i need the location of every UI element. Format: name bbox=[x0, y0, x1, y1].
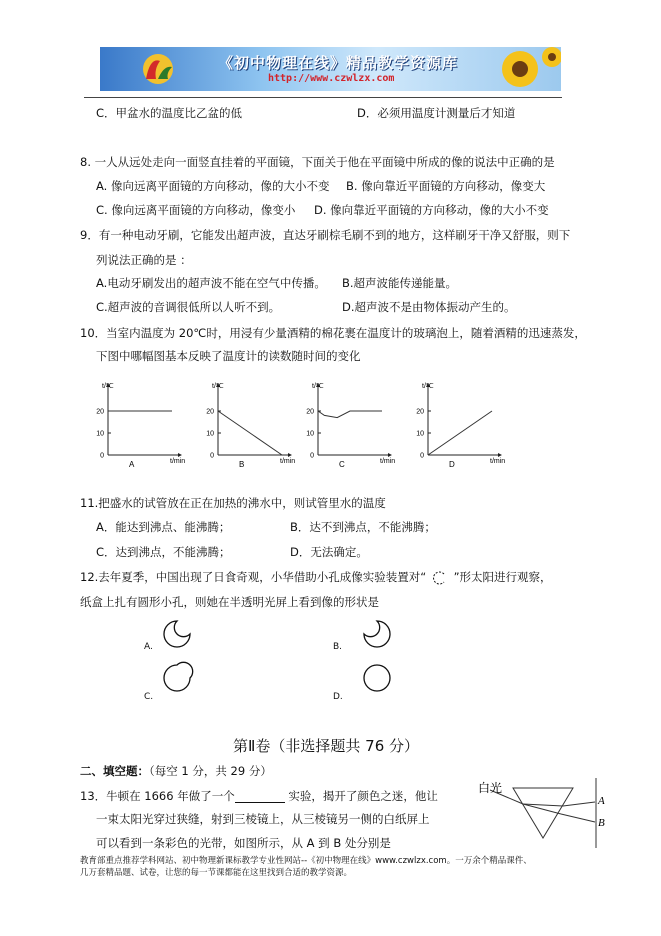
series-line bbox=[218, 411, 282, 455]
q11-option-d: D．无法确定。 bbox=[290, 545, 368, 559]
q12-stem-line1 bbox=[80, 570, 552, 585]
site-logo-icon bbox=[138, 51, 178, 87]
q12-stem-part2: ”形太阳进行观察， bbox=[453, 570, 552, 584]
y-tick-label: 0 bbox=[210, 452, 214, 460]
y-tick-label: 20 bbox=[416, 408, 424, 416]
q12-label-c: C. bbox=[144, 692, 154, 702]
series-line bbox=[428, 411, 492, 455]
q12-label-d: D. bbox=[333, 692, 343, 702]
x-axis-label: t/min bbox=[490, 458, 506, 465]
header-banner bbox=[100, 47, 561, 91]
q12-shape-d bbox=[360, 661, 394, 695]
x-arrow bbox=[288, 453, 292, 457]
q12-shape-b bbox=[360, 617, 394, 651]
x-axis-label: t/min bbox=[280, 458, 296, 465]
prism-figure bbox=[468, 778, 618, 854]
sunflower-icon bbox=[480, 47, 561, 91]
footer-line1: 教育部重点推荐学科网站、初中物理新课标教学专业性网站--《初中物理在线》www.czwlzx.com。一万余个精品课件、 bbox=[80, 856, 532, 866]
chart-c bbox=[302, 377, 402, 469]
q13-line3: 可以看到一条彩色的光带，如图所示，从 A 到 B 处分别是 bbox=[96, 836, 391, 850]
y-tick-label: 10 bbox=[96, 430, 104, 438]
q9-option-c: C.超声波的音调很低所以人听不到。 bbox=[96, 300, 281, 314]
q12-stem-line2: 纸盒上扎有圆形小孔，则她在半透明光屏上看到像的形状是 bbox=[80, 595, 379, 609]
q8-option-b: B. 像向靠近平面镜的方向移动，像变大 bbox=[346, 179, 546, 193]
y-tick-label: 0 bbox=[420, 452, 424, 460]
y-tick-label: 0 bbox=[100, 452, 104, 460]
q8-option-a: A. 像向远离平面镜的方向移动，像的大小不变 bbox=[96, 179, 330, 193]
q13-blank[interactable] bbox=[235, 791, 285, 803]
q12-label-a: A. bbox=[144, 642, 153, 652]
q7-option-c: C．甲盆水的温度比乙盆的低 bbox=[96, 106, 243, 120]
q13-line1-part1: 13．牛顿在 1666 年做了一个 bbox=[80, 789, 235, 803]
q11-option-c: C．达到沸点，不能沸腾； bbox=[96, 545, 231, 559]
chart-title: D bbox=[449, 460, 455, 469]
chart-a bbox=[92, 377, 192, 469]
footer-line2: 几万套精品题、试卷，让您的每一节课都能在这里找到合适的教学资源。 bbox=[80, 868, 353, 878]
x-axis-label: t/min bbox=[170, 458, 186, 465]
x-arrow bbox=[388, 453, 392, 457]
q7-option-d: D．必须用温度计测量后才知道 bbox=[357, 106, 516, 120]
y-tick-label: 10 bbox=[416, 430, 424, 438]
q13-line1 bbox=[80, 789, 438, 803]
footer-note bbox=[80, 855, 620, 879]
chart-title: C bbox=[339, 460, 345, 469]
q12-shape-a bbox=[160, 617, 194, 651]
q11-stem: 11.把盛水的试管放在正在加热的沸水中，则试管里水的温度 bbox=[80, 496, 386, 510]
q9-option-b: B.超声波能传递能量。 bbox=[342, 276, 458, 290]
y-tick-label: 10 bbox=[306, 430, 314, 438]
q8-option-c: C. 像向远离平面镜的方向移动，像变小 bbox=[96, 203, 296, 217]
part2-note: （每空 1 分，共 29 分） bbox=[149, 764, 272, 778]
x-arrow bbox=[498, 453, 502, 457]
series-line bbox=[318, 411, 382, 418]
y-tick-label: 20 bbox=[306, 408, 314, 416]
q9-stem-line2: 列说法正确的是 ： bbox=[96, 253, 192, 267]
q13-line1-part2: 实验，揭开了颜色之迷，他让 bbox=[288, 789, 438, 803]
q12-shape-c bbox=[160, 661, 194, 695]
q10-stem-line2: 下图中哪幅图基本反映了温度计的读数随时间的变化 bbox=[96, 349, 361, 363]
chart-b bbox=[202, 377, 302, 469]
q12-stem-part1: 12.去年夏季，中国出现了日食奇观，小华借助小孔成像实验装置对“ bbox=[80, 570, 427, 584]
q13-line2: 一束太阳光穿过狭缝，射到三棱镜上，从三棱镜另一侧的白纸屏上 bbox=[96, 812, 430, 826]
y-tick-label: 20 bbox=[96, 408, 104, 416]
q10-stem-line1: 10．当室内温度为 20℃时，用浸有少量酒精的棉花裹在温度计的玻璃泡上，随着酒精的迅速蒸发， bbox=[80, 326, 586, 340]
chart-title: A bbox=[129, 460, 135, 469]
q12-label-b: B. bbox=[333, 642, 343, 652]
header-divider bbox=[84, 97, 562, 98]
q8-stem: 8. 一人从远处走向一面竖直挂着的平面镜，下面关于他在平面镜中所成的像的说法中正确的是 bbox=[80, 155, 555, 169]
q9-stem-line1: 9．有一种电动牙刷，它能发出超声波，直达牙刷棕毛刷不到的地方，这样刷牙干净又舒服，则下 bbox=[80, 228, 571, 242]
y-tick-label: 20 bbox=[206, 408, 214, 416]
banner-url[interactable]: http://www.czwlzx.com bbox=[268, 73, 395, 84]
part2-heading bbox=[80, 764, 272, 778]
q9-option-d: D.超声波不是由物体振动产生的。 bbox=[342, 300, 516, 314]
x-axis-label: t/min bbox=[380, 458, 396, 465]
y-axis-label: t/℃ bbox=[312, 383, 324, 390]
q11-option-a: A．能达到沸点、能沸腾； bbox=[96, 520, 231, 534]
y-axis-label: t/℃ bbox=[422, 383, 434, 390]
partial-sun-icon bbox=[430, 571, 450, 585]
section-heading: 第Ⅱ卷（非选择题共 76 分） bbox=[233, 737, 420, 755]
q9-option-a: A.电动牙刷发出的超声波不能在空气中传播。 bbox=[96, 276, 326, 290]
y-axis-label: t/℃ bbox=[212, 383, 224, 390]
y-axis-label: t/℃ bbox=[102, 383, 114, 390]
y-tick-label: 0 bbox=[310, 452, 314, 460]
prism-label-white-light: 白光 bbox=[478, 781, 503, 795]
prism-label-a: A bbox=[598, 795, 605, 807]
chart-d bbox=[412, 377, 512, 469]
banner-title: 《初中物理在线》精品教学资源库 bbox=[218, 54, 459, 72]
y-tick-label: 10 bbox=[206, 430, 214, 438]
chart-title: B bbox=[239, 460, 245, 469]
prism-label-b: B bbox=[598, 817, 605, 829]
q8-option-d: D. 像向靠近平面镜的方向移动，像的大小不变 bbox=[314, 203, 549, 217]
q11-option-b: B．达不到沸点，不能沸腾； bbox=[290, 520, 436, 534]
part2-title: 二、填空题： bbox=[80, 764, 149, 778]
x-arrow bbox=[178, 453, 182, 457]
